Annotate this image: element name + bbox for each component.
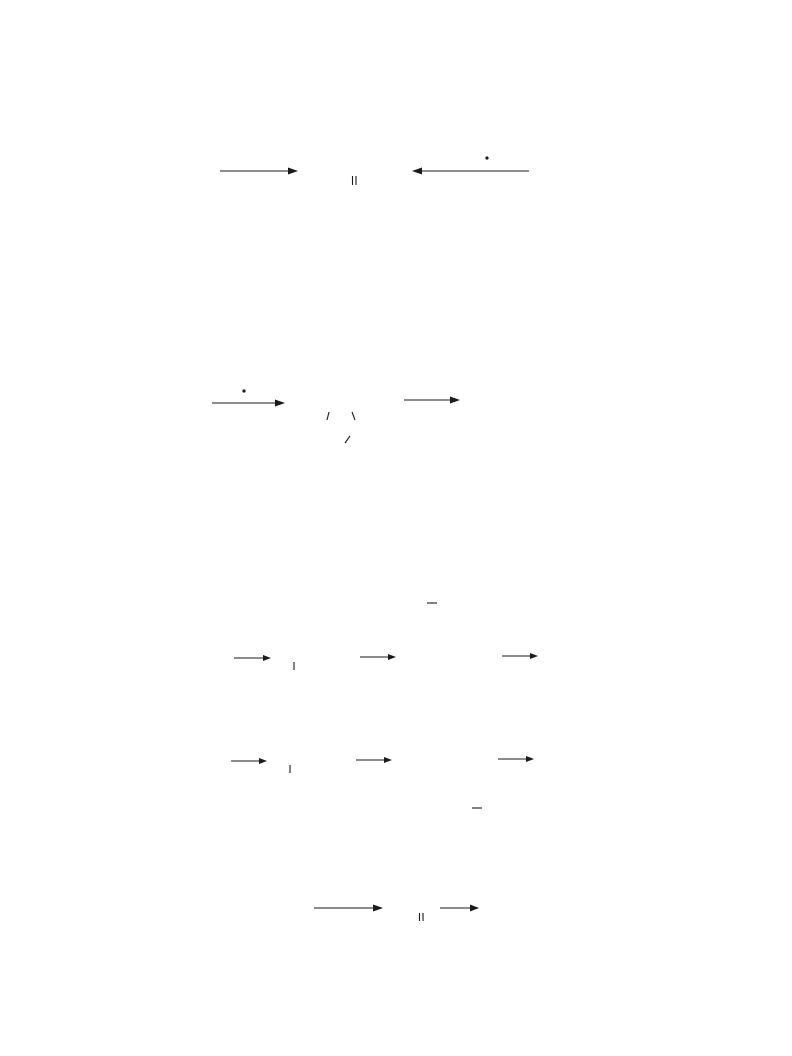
reaction-arrow-right [502,653,538,659]
bond-left [327,412,329,420]
scheme-2 [212,389,460,443]
scheme-4 [231,756,534,808]
double-bond-mark [353,176,357,185]
reaction-arrow-right [231,758,267,764]
reaction-arrow-right [498,756,534,762]
reaction-arrow-left [412,168,529,175]
reaction-arrow-right [234,655,271,661]
reaction-arrow-right [440,905,479,912]
bond-right [352,412,355,420]
bond-lower [345,436,350,443]
double-bond-mark [420,913,424,921]
scheme-1 [220,156,529,185]
scheme-5 [314,905,479,922]
reaction-arrow-right [356,757,392,763]
reaction-arrow-right [314,905,383,912]
scheme-3 [234,603,538,670]
radical-dot [242,389,245,392]
reaction-arrow-right [212,400,285,407]
reaction-arrow-right [220,168,298,175]
reaction-arrow-right [404,397,460,404]
radical-dot [485,156,488,159]
reaction-arrow-right [360,654,396,660]
